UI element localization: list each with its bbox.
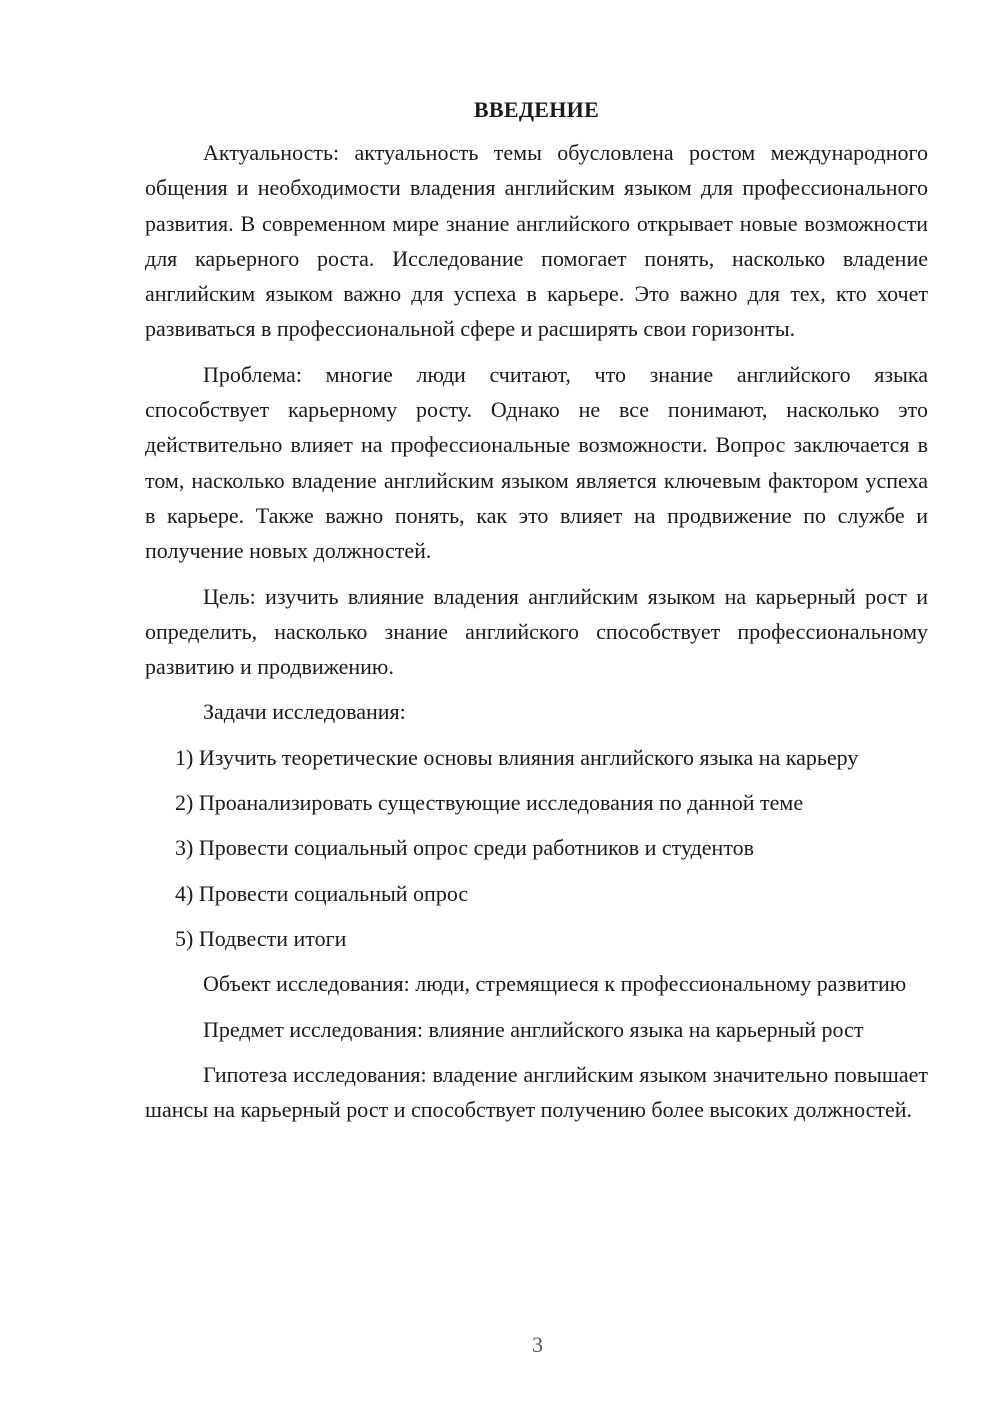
tasks-list — [145, 740, 928, 956]
page-number: 3 — [532, 1332, 543, 1357]
relevance-paragraph: Актуальность: актуальность темы обусловлена ростом международного общения и необходимости владения английским языком для профессионального развития. В современном мире знание английского открывает новые возможности для карьерного роста. Исследование помогает понять, насколько владение английским языком важно для успеха в карьере. Это важно для тех, кто хочет развиваться в профессиональной сфере и расширять свои горизонты. — [145, 140, 928, 342]
list-item: 1) Изучить теоретические основы влияния английского языка на карьеру — [175, 744, 859, 770]
subject-paragraph: Предмет исследования: влияние английского языка на карьерный рост — [203, 1016, 864, 1042]
hypothesis-paragraph: Гипотеза исследования: владение английским языком значительно повышает шансы на карьерный рост и способствует получению более высоких должностей. — [145, 1061, 928, 1123]
problem-paragraph: Проблема: многие люди считают, что знание английского языка способствует карьерному росту. Однако не все понимают, насколько это действительно влияет на профессиональные возможности. Вопрос заключается в том, насколько владение английским языком является ключевым фактором успеха в карьере. Также важно понять, как это влияет на продвижение по службе и получение новых должностей. — [145, 361, 928, 564]
list-item: 2) Проанализировать существующие исследования по данной теме — [175, 790, 804, 816]
list-item: 3) Провести социальный опрос среди работников и студентов — [175, 835, 755, 861]
tasks-heading: Задачи исследования: — [203, 699, 406, 725]
list-item: 5) Подвести итоги — [175, 925, 347, 951]
document-page — [145, 92, 928, 1137]
goal-paragraph: Цель: изучить влияние владения английским языком на карьерный рост и определить, насколько знание английского способствует профессиональному развитию и продвижению. — [145, 583, 928, 680]
list-item: 4) Провести социальный опрос — [175, 880, 469, 906]
page-title: ВВЕДЕНИЕ — [473, 97, 600, 122]
object-paragraph: Объект исследования: люди, стремящиеся к профессиональному развитию — [203, 971, 907, 997]
